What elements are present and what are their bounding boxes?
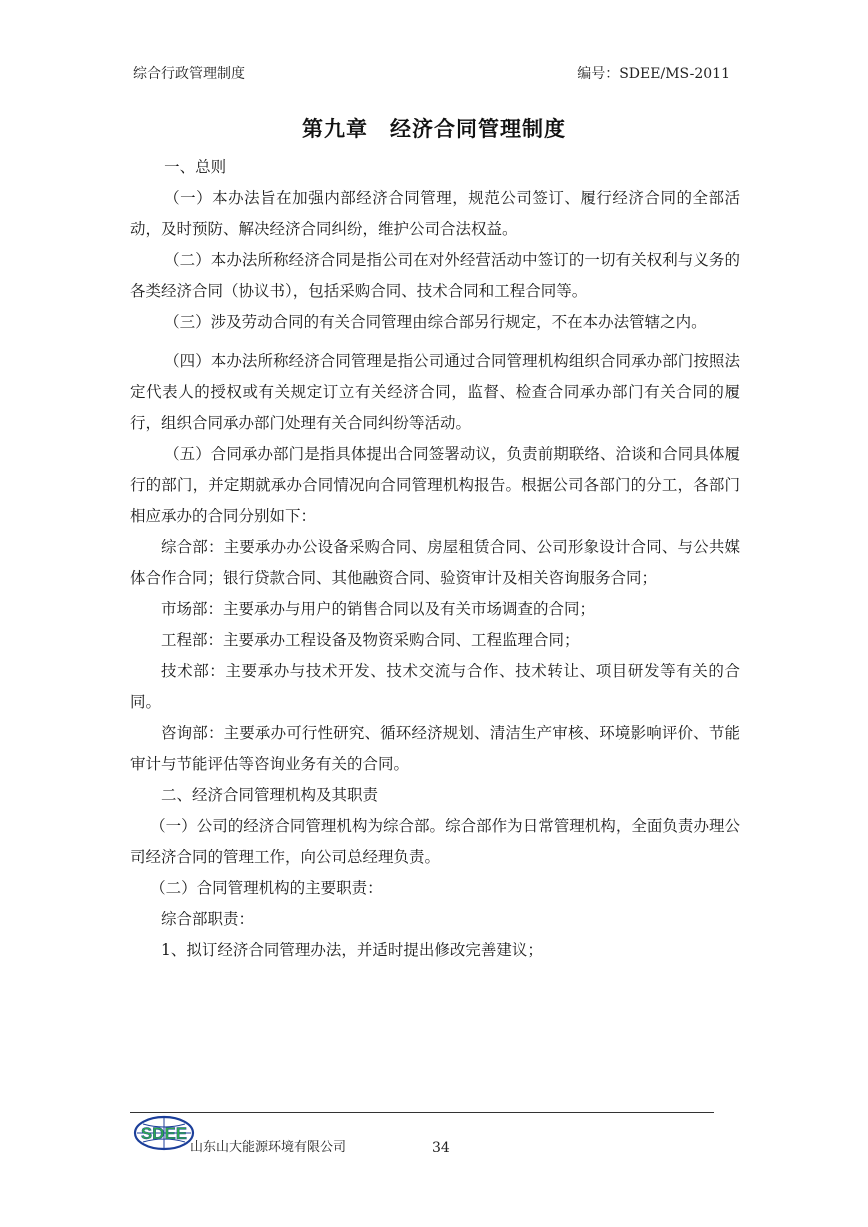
section-heading: 一、总则 [164, 158, 227, 176]
header-left: 综合行政管理制度 [133, 66, 245, 82]
paragraph: 综合部职责： [161, 910, 255, 928]
paragraph: 综合部：主要承办办公设备采购合同、房屋租赁合同、公司形象设计合同、与公共媒体合作合同；银行贷款合同、其他融资合同、验资审计及相关咨询服务合同； [130, 538, 740, 587]
paragraph: 咨询部：主要承办可行性研究、循环经济规划、清洁生产审核、环境影响评价、节能审计与节能评估等咨询业务有关的合同。 [130, 724, 740, 773]
header-right: 编号：SDEE/MS-2011 [577, 66, 730, 82]
paragraph: 1、拟订经济合同管理办法，并适时提出修改完善建议； [161, 941, 543, 959]
company-logo [133, 1115, 195, 1151]
paragraph: （一）公司的经济合同管理机构为综合部。综合部作为日常管理机构，全面负责办理公司经济合同的管理工作，向公司总经理负责。 [130, 817, 740, 866]
paragraph: （二）本办法所称经济合同是指公司在对外经营活动中签订的一切有关权利与义务的各类经济合同（协议书），包括采购合同、技术合同和工程合同等。 [130, 251, 740, 300]
document-body [130, 152, 740, 966]
paragraph: （四）本办法所称经济合同管理是指公司通过合同管理机构组织合同承办部门按照法定代表人的授权或有关规定订立有关经济合同，监督、检查合同承办部门有关合同的履行，组织合同承办部门处理有关合同纠纷等活动。 [130, 352, 740, 432]
paragraph: （五）合同承办部门是指具体提出合同签署动议，负责前期联络、洽谈和合同具体履行的部门，并定期就承办合同情况向合同管理机构报告。根据公司各部门的分工，各部门相应承办的合同分别如下： [130, 445, 740, 525]
page-number: 34 [432, 1140, 450, 1156]
paragraph: （二）合同管理机构的主要职责： [150, 879, 383, 897]
section-heading: 二、经济合同管理机构及其职责 [161, 786, 379, 804]
paragraph: （一）本办法旨在加强内部经济合同管理，规范公司签订、履行经济合同的全部活动，及时预防、解决经济合同纠纷，维护公司合法权益。 [130, 189, 740, 238]
company-name: 山东山大能源环境有限公司 [190, 1140, 347, 1155]
chapter-title: 第九章 经济合同管理制度 [302, 117, 566, 141]
paragraph: 技术部：主要承办与技术开发、技术交流与合作、技术转让、项目研发等有关的合同。 [130, 662, 740, 711]
paragraph: （三）涉及劳动合同的有关合同管理由综合部另行规定，不在本办法管辖之内。 [164, 313, 707, 331]
paragraph: 工程部：主要承办工程设备及物资采购合同、工程监理合同； [161, 631, 580, 649]
paragraph: 市场部：主要承办与用户的销售合同以及有关市场调查的合同； [161, 600, 596, 618]
footer-divider [130, 1112, 714, 1113]
logo-text: SDEE [140, 1124, 188, 1143]
